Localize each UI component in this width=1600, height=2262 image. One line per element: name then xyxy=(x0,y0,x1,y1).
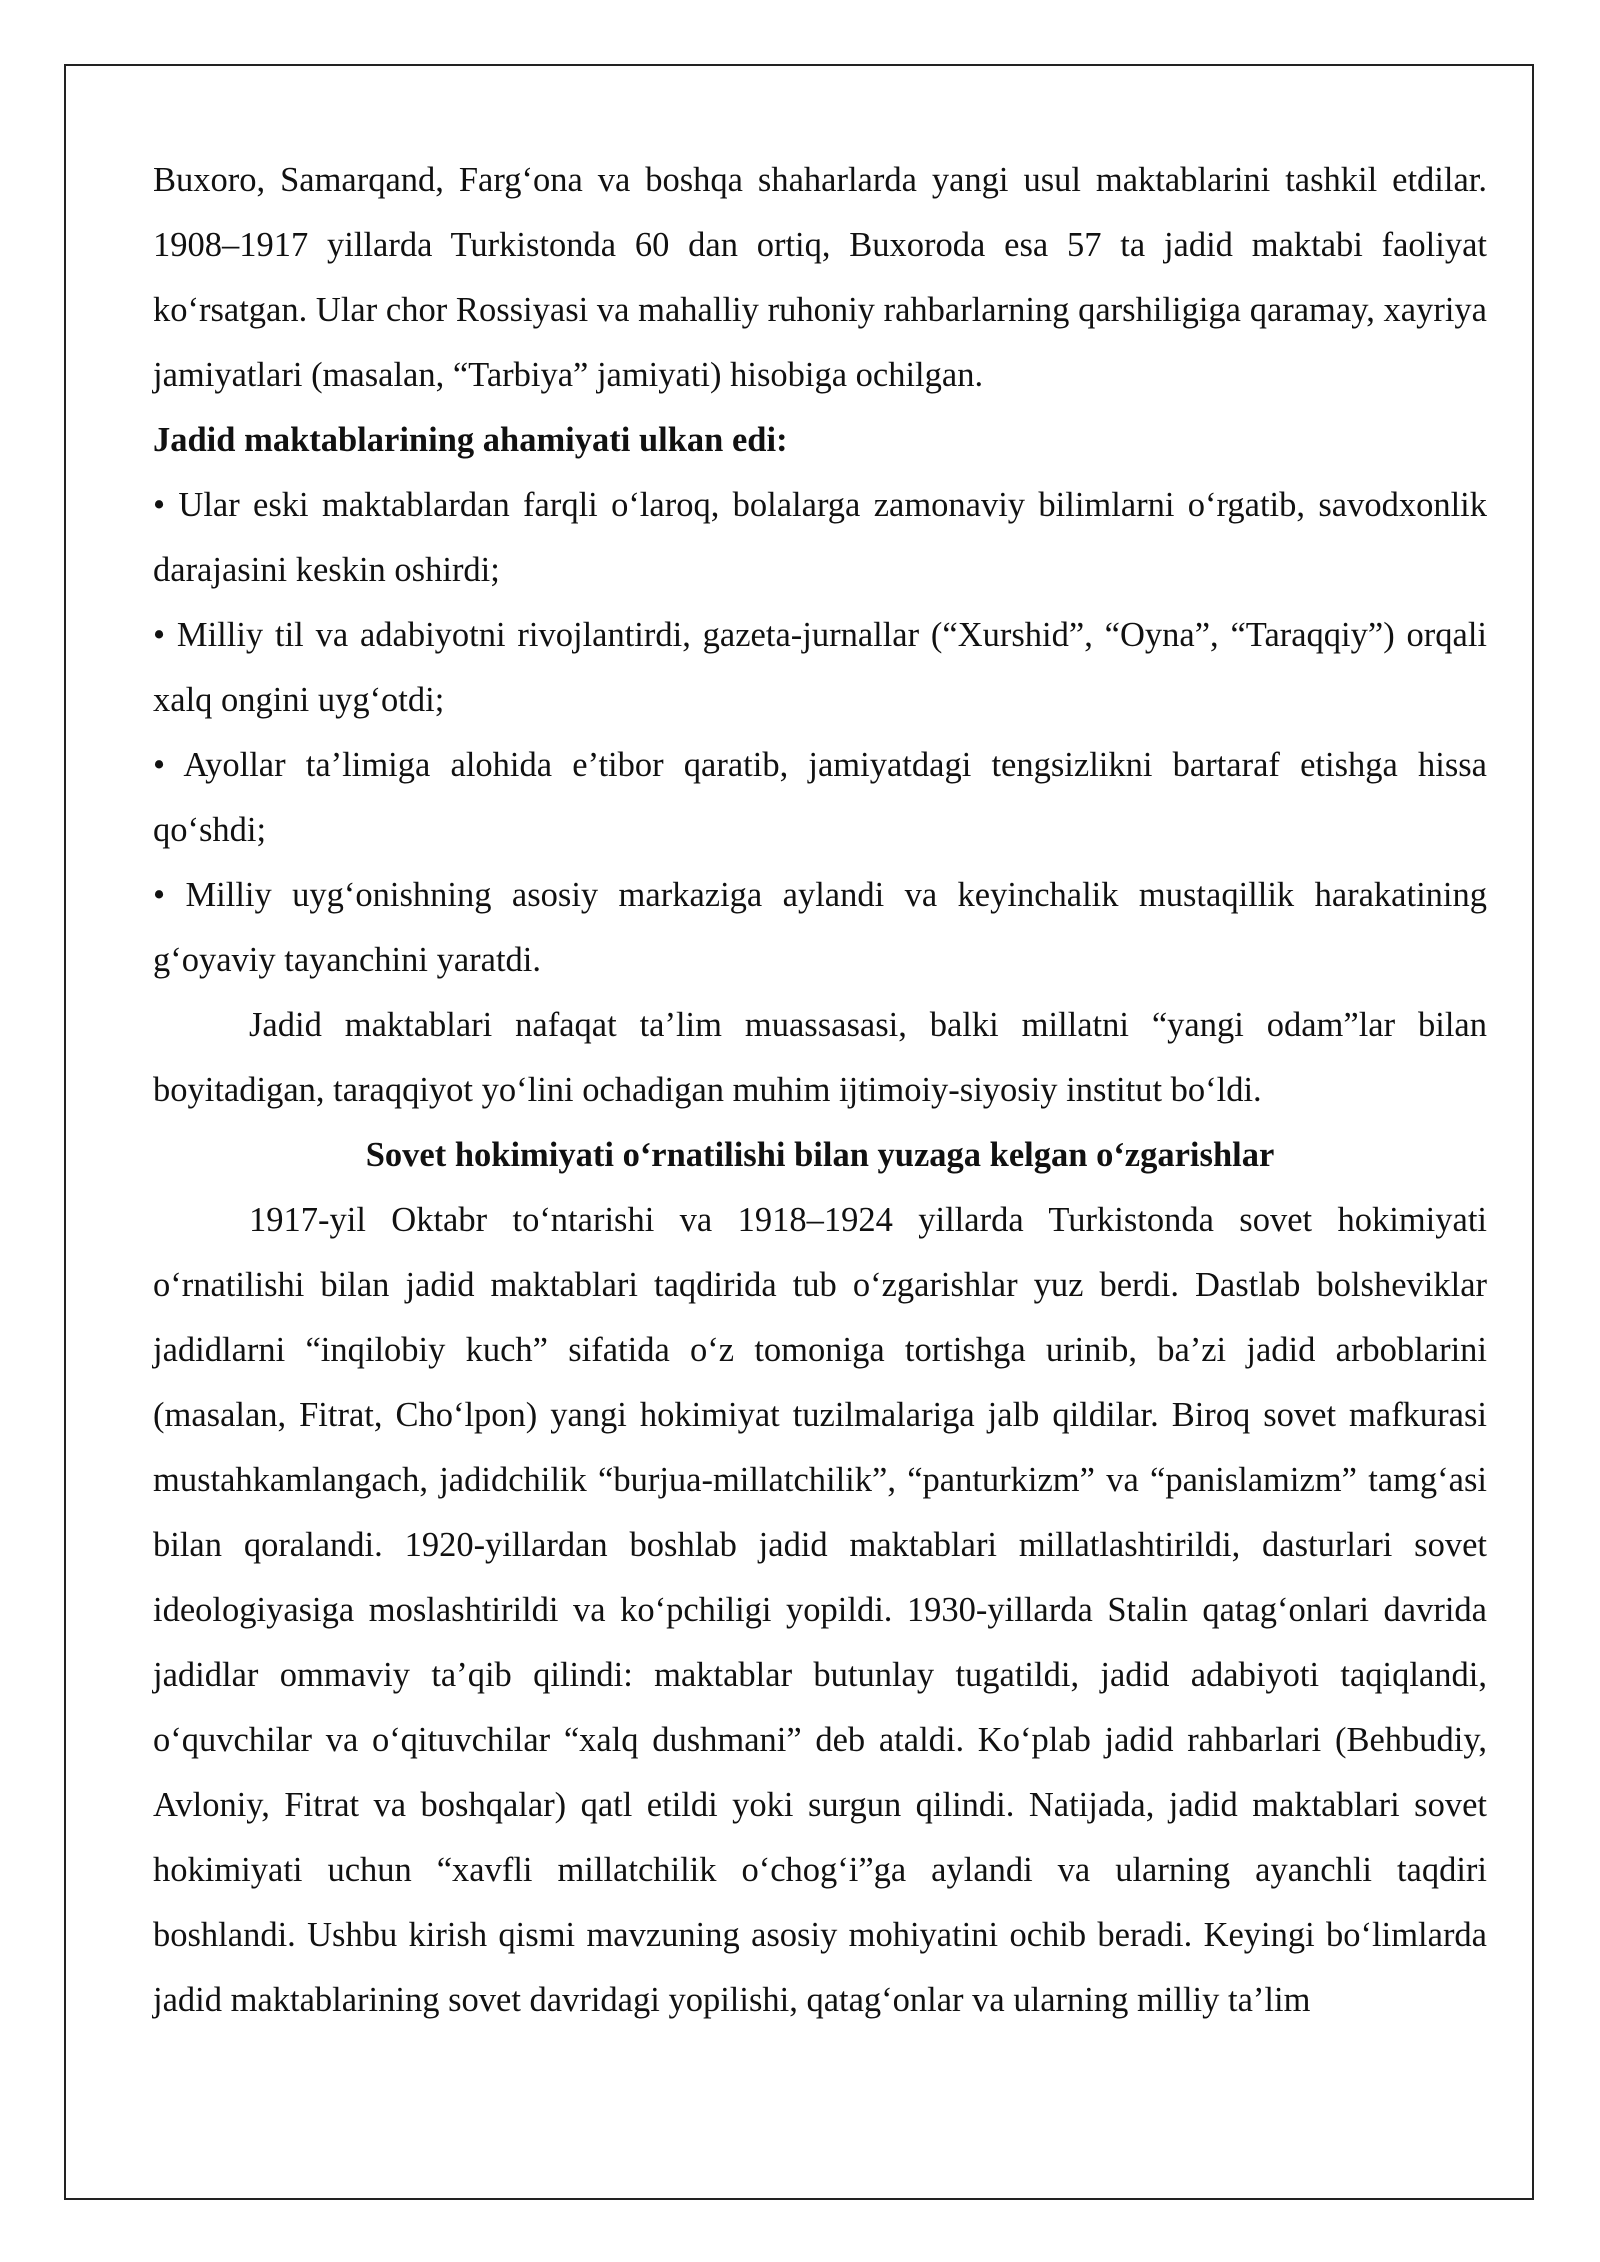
paragraph-1: Buxoro, Samarqand, Farg‘ona va boshqa shaharlarda yangi usul maktablarini tashkil etdilar. 1908–1917 yillarda Turkistonda 60 dan ortiq, Buxoroda esa 57 ta jadid maktabi faoliyat ko‘rsatgan. Ular chor Rossiyasi va mahalliy ruhoniy rahbarlarning qarshiligiga qaramay, xayriya jamiyatlari (masalan, “Tarbiya” jamiyati) hisobiga ochilgan. xyxy=(153,161,1487,394)
document-body xyxy=(153,148,1487,2033)
section-heading: Sovet hokimiyati o‘rnatilishi bilan yuzaga kelgan o‘zgarishlar xyxy=(365,1136,1275,1174)
paragraph-2: Jadid maktablari nafaqat ta’lim muassasasi, balki millatni “yangi odam”lar bilan boyitadigan, taraqqiyot yo‘lini ochadigan muhim ijtimoiy-siyosiy institut bo‘ldi. xyxy=(153,1006,1487,1109)
bullet-item-4: • Milliy uyg‘onishning asosiy markaziga aylandi va keyinchalik mustaqillik harakatining g‘oyaviy tayanchini yaratdi. xyxy=(153,876,1487,979)
paragraph-3: 1917-yil Oktabr to‘ntarishi va 1918–1924 yillarda Turkistonda sovet hokimiyati o‘rnatilishi bilan jadid maktablari taqdirida tub o‘zgarishlar yuz berdi. Dastlab bolsheviklar jadidlarni “inqilobiy kuch” sifatida o‘z tomoniga tortishga urinib, ba’zi jadid arboblarini (masalan, Fitrat, Cho‘lpon) yangi hokimiyat tuzilmalariga jalb qildilar. Biroq sovet mafkurasi mustahkamlangach, jadidchilik “burjua-millatchilik”, “panturkizm” va “panislamizm” tamg‘asi bilan qoralandi. 1920-yillardan boshlab jadid maktablari millatlashtirildi, dasturlari sovet ideologiyasiga moslashtirildi va ko‘pchiligi yopildi. 1930-yillarda Stalin qatag‘onlari davrida jadidlar ommaviy ta’qib qilindi: maktablar butunlay tugatildi, jadid adabiyoti taqiqlandi, o‘quvchilar va o‘qituvchilar “xalq dushmani” deb ataldi. Ko‘plab jadid rahbarlari (Behbudiy, Avloniy, Fitrat va boshqalar) qatl etildi yoki surgun qilindi. Natijada, jadid maktablari sovet hokimiyati uchun “xavfli millatchilik o‘chog‘i”ga aylandi va ularning ayanchli taqdiri boshlandi. Ushbu kirish qismi mavzuning asosiy mohiyatini ochib beradi. Keyingi bo‘limlarda jadid maktablarining sovet davridagi yopilishi, qatag‘onlar va ularning milliy ta’lim xyxy=(153,1201,1487,2019)
importance-heading: Jadid maktablarining ahamiyati ulkan edi: xyxy=(153,421,788,459)
bullet-item-3: • Ayollar ta’limiga alohida e’tibor qaratib, jamiyatdagi tengsizlikni bartaraf etishga hissa qo‘shdi; xyxy=(153,746,1487,849)
bullet-item-1: • Ular eski maktablardan farqli o‘laroq, bolalarga zamonaviy bilimlarni o‘rgatib, savodxonlik darajasini keskin oshirdi; xyxy=(153,486,1487,589)
bullet-item-2: • Milliy til va adabiyotni rivojlantirdi, gazeta-jurnallar (“Xurshid”, “Oyna”, “Taraqqiy”) orqali xalq ongini uyg‘otdi; xyxy=(153,616,1487,719)
